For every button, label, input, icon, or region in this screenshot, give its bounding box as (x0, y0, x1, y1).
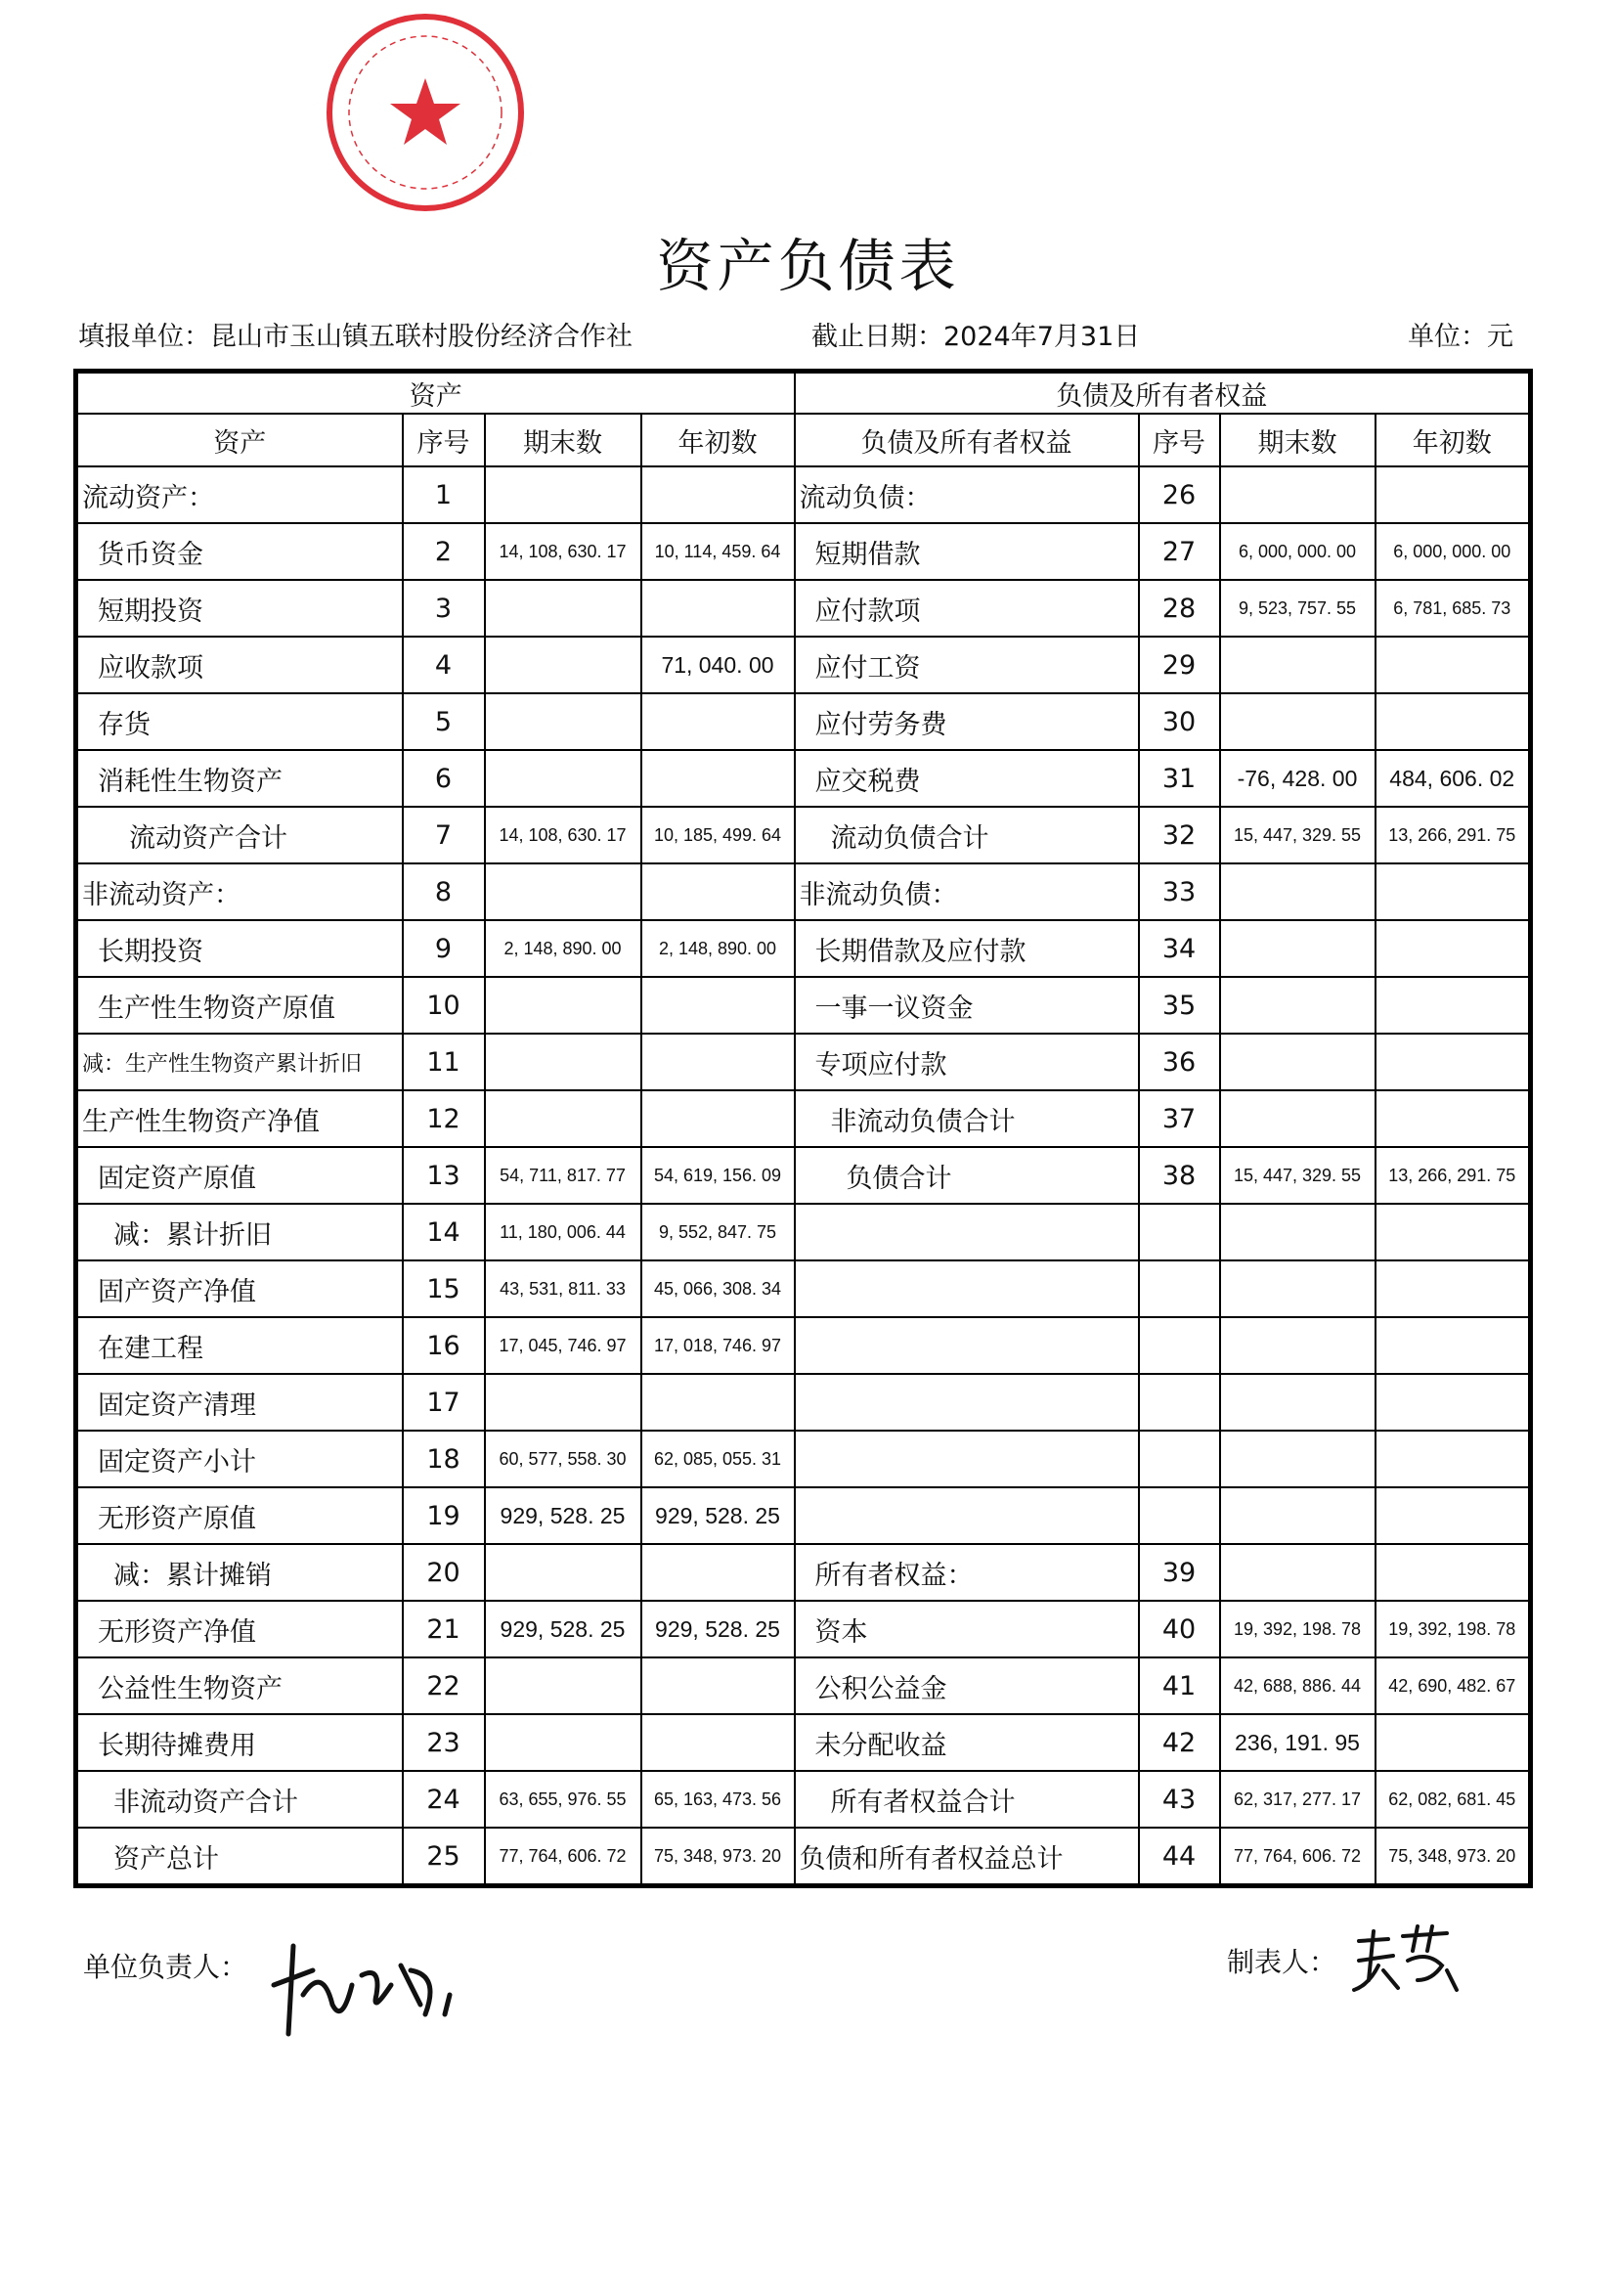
liability-begin-value (1376, 693, 1531, 750)
asset-name: 存货 (76, 693, 403, 750)
liability-end-value: 77, 764, 606. 72 (1220, 1828, 1376, 1886)
asset-end-value (485, 580, 641, 637)
asset-seq: 1 (403, 466, 485, 523)
asset-seq: 16 (403, 1317, 485, 1374)
liability-end-value (1220, 977, 1376, 1034)
liability-end-value (1220, 1544, 1376, 1601)
liability-seq: 28 (1139, 580, 1220, 637)
asset-name: 无形资产原值 (76, 1487, 403, 1544)
liability-name (795, 1431, 1139, 1487)
asset-end-value: 14, 108, 630. 17 (485, 523, 641, 580)
liability-begin-value: 484, 606. 02 (1376, 750, 1531, 807)
preparer-signature (1349, 1921, 1466, 2000)
asset-seq: 5 (403, 693, 485, 750)
asset-begin-value (641, 1544, 795, 1601)
asset-name: 应收款项 (76, 637, 403, 693)
asset-begin-value (641, 1090, 795, 1147)
column-header-seq: 序号 (403, 414, 485, 466)
liability-seq: 30 (1139, 693, 1220, 750)
asset-end-value: 929, 528. 25 (485, 1601, 641, 1657)
asset-begin-value: 2, 148, 890. 00 (641, 920, 795, 977)
table-row (76, 1771, 1531, 1828)
liability-name: 流动负债： (795, 466, 1139, 523)
asset-name: 公益性生物资产 (76, 1657, 403, 1714)
table-row (76, 693, 1531, 750)
asset-end-value (485, 466, 641, 523)
liability-end-value (1220, 1487, 1376, 1544)
asset-seq: 12 (403, 1090, 485, 1147)
reporting-unit: 填报单位：昆山市玉山镇五联村股份经济合作社 (78, 322, 633, 352)
liability-end-value (1220, 863, 1376, 920)
asset-begin-value: 62, 085, 055. 31 (641, 1431, 795, 1487)
asset-seq: 15 (403, 1260, 485, 1317)
asset-seq: 8 (403, 863, 485, 920)
asset-end-value (485, 750, 641, 807)
asset-end-value (485, 863, 641, 920)
asset-end-value (485, 1544, 641, 1601)
asset-name: 资产总计 (76, 1828, 403, 1886)
balance-sheet-table (73, 369, 1533, 1888)
liability-name: 长期借款及应付款 (795, 920, 1139, 977)
table-row (76, 1714, 1531, 1771)
asset-name: 在建工程 (76, 1317, 403, 1374)
asset-begin-value (641, 580, 795, 637)
column-header-asset: 资产 (76, 414, 403, 466)
asset-name: 货币资金 (76, 523, 403, 580)
asset-name: 非流动资产合计 (76, 1771, 403, 1828)
liability-begin-value: 75, 348, 973. 20 (1376, 1828, 1531, 1886)
liability-begin-value (1376, 1090, 1531, 1147)
liability-begin-value (1376, 1034, 1531, 1090)
asset-end-value: 60, 577, 558. 30 (485, 1431, 641, 1487)
asset-begin-value: 75, 348, 973. 20 (641, 1828, 795, 1886)
cutoff-date: 截止日期：2024年7月31日 (811, 322, 1141, 352)
table-row (76, 807, 1531, 863)
liability-end-value: -76, 428. 00 (1220, 750, 1376, 807)
asset-begin-value (641, 750, 795, 807)
asset-seq: 24 (403, 1771, 485, 1828)
asset-name: 流动资产： (76, 466, 403, 523)
liability-begin-value (1376, 977, 1531, 1034)
liability-end-value (1220, 1431, 1376, 1487)
liability-end-value: 19, 392, 198. 78 (1220, 1601, 1376, 1657)
asset-begin-value (641, 466, 795, 523)
asset-begin-value: 54, 619, 156. 09 (641, 1147, 795, 1204)
group-header-liabilities: 负债及所有者权益 (795, 372, 1531, 415)
table-row (76, 580, 1531, 637)
asset-name: 固定资产原值 (76, 1147, 403, 1204)
asset-seq: 6 (403, 750, 485, 807)
asset-begin-value: 71, 040. 00 (641, 637, 795, 693)
liability-name: 负债合计 (795, 1147, 1139, 1204)
asset-end-value: 2, 148, 890. 00 (485, 920, 641, 977)
liability-name: 非流动负债合计 (795, 1090, 1139, 1147)
asset-end-value (485, 1090, 641, 1147)
liability-seq: 36 (1139, 1034, 1220, 1090)
table-row (76, 750, 1531, 807)
liability-name: 公积公益金 (795, 1657, 1139, 1714)
asset-seq: 23 (403, 1714, 485, 1771)
asset-name: 非流动资产： (76, 863, 403, 920)
liability-name: 未分配收益 (795, 1714, 1139, 1771)
table-row (76, 1374, 1531, 1431)
table-row (76, 523, 1531, 580)
liability-seq: 34 (1139, 920, 1220, 977)
table-row (76, 637, 1531, 693)
liability-seq: 43 (1139, 1771, 1220, 1828)
liability-name: 短期借款 (795, 523, 1139, 580)
liability-seq (1139, 1204, 1220, 1260)
liability-seq (1139, 1374, 1220, 1431)
liability-seq: 31 (1139, 750, 1220, 807)
liability-begin-value: 6, 781, 685. 73 (1376, 580, 1531, 637)
liability-begin-value (1376, 1204, 1531, 1260)
liability-name: 应付款项 (795, 580, 1139, 637)
asset-begin-value (641, 1374, 795, 1431)
asset-end-value: 14, 108, 630. 17 (485, 807, 641, 863)
asset-name: 生产性生物资产原值 (76, 977, 403, 1034)
asset-name: 无形资产净值 (76, 1601, 403, 1657)
liability-end-value (1220, 466, 1376, 523)
table-row (76, 1601, 1531, 1657)
liability-seq: 26 (1139, 466, 1220, 523)
asset-end-value: 43, 531, 811. 33 (485, 1260, 641, 1317)
liability-begin-value (1376, 466, 1531, 523)
asset-begin-value: 929, 528. 25 (641, 1487, 795, 1544)
column-header-end-right: 期末数 (1220, 414, 1376, 466)
liability-name: 应交税费 (795, 750, 1139, 807)
asset-name: 减：生产性生物资产累计折旧 (76, 1034, 403, 1090)
liability-seq: 39 (1139, 1544, 1220, 1601)
liability-begin-value (1376, 1714, 1531, 1771)
asset-begin-value: 45, 066, 308. 34 (641, 1260, 795, 1317)
liability-name: 一事一议资金 (795, 977, 1139, 1034)
asset-begin-value: 929, 528. 25 (641, 1601, 795, 1657)
currency-unit: 单位：元 (1408, 322, 1513, 352)
asset-end-value: 11, 180, 006. 44 (485, 1204, 641, 1260)
liability-seq: 42 (1139, 1714, 1220, 1771)
asset-name: 减：累计折旧 (76, 1204, 403, 1260)
table-row (76, 1090, 1531, 1147)
liability-begin-value (1376, 863, 1531, 920)
liability-name: 应付工资 (795, 637, 1139, 693)
liability-begin-value (1376, 1374, 1531, 1431)
asset-begin-value (641, 1657, 795, 1714)
liability-end-value (1220, 1090, 1376, 1147)
asset-begin-value (641, 863, 795, 920)
table-row (76, 1260, 1531, 1317)
asset-begin-value (641, 693, 795, 750)
liability-seq: 44 (1139, 1828, 1220, 1886)
column-header-liability-right: 负债及所有者权益 (795, 414, 1139, 466)
asset-seq: 22 (403, 1657, 485, 1714)
column-header-end: 期末数 (485, 414, 641, 466)
liability-end-value: 9, 523, 757. 55 (1220, 580, 1376, 637)
table-row (76, 1657, 1531, 1714)
liability-end-value (1220, 920, 1376, 977)
asset-name: 短期投资 (76, 580, 403, 637)
asset-end-value (485, 977, 641, 1034)
asset-seq: 7 (403, 807, 485, 863)
liability-seq: 40 (1139, 1601, 1220, 1657)
asset-end-value (485, 1374, 641, 1431)
table-row (76, 1828, 1531, 1886)
asset-seq: 2 (403, 523, 485, 580)
asset-seq: 17 (403, 1374, 485, 1431)
asset-name: 减：累计摊销 (76, 1544, 403, 1601)
asset-end-value: 17, 045, 746. 97 (485, 1317, 641, 1374)
asset-seq: 9 (403, 920, 485, 977)
liability-end-value (1220, 1204, 1376, 1260)
liability-begin-value (1376, 1317, 1531, 1374)
table-row (76, 1147, 1531, 1204)
liability-begin-value: 13, 266, 291. 75 (1376, 807, 1531, 863)
asset-name: 长期待摊费用 (76, 1714, 403, 1771)
liability-end-value: 236, 191. 95 (1220, 1714, 1376, 1771)
liability-seq (1139, 1260, 1220, 1317)
liability-seq: 29 (1139, 637, 1220, 693)
liability-end-value (1220, 1317, 1376, 1374)
liability-begin-value: 19, 392, 198. 78 (1376, 1601, 1531, 1657)
liability-name: 所有者权益： (795, 1544, 1139, 1601)
liability-end-value (1220, 1034, 1376, 1090)
asset-seq: 19 (403, 1487, 485, 1544)
company-seal (323, 10, 528, 215)
asset-end-value (485, 1657, 641, 1714)
liability-seq: 41 (1139, 1657, 1220, 1714)
liability-seq: 38 (1139, 1147, 1220, 1204)
liability-end-value: 6, 000, 000. 00 (1220, 523, 1376, 580)
table-row (76, 1431, 1531, 1487)
liability-name: 资本 (795, 1601, 1139, 1657)
table-row (76, 1204, 1531, 1260)
asset-seq: 11 (403, 1034, 485, 1090)
liability-begin-value (1376, 1487, 1531, 1544)
column-header-begin-right: 年初数 (1376, 414, 1531, 466)
liability-name: 专项应付款 (795, 1034, 1139, 1090)
asset-begin-value: 65, 163, 473. 56 (641, 1771, 795, 1828)
asset-begin-value: 9, 552, 847. 75 (641, 1204, 795, 1260)
liability-seq: 37 (1139, 1090, 1220, 1147)
responsible-person-label: 单位负责人： (83, 1951, 248, 1983)
liability-seq: 35 (1139, 977, 1220, 1034)
page-title: 资产负债表 (656, 233, 960, 299)
liability-name (795, 1204, 1139, 1260)
liability-name (795, 1487, 1139, 1544)
liability-end-value: 15, 447, 329. 55 (1220, 1147, 1376, 1204)
liability-begin-value: 62, 082, 681. 45 (1376, 1771, 1531, 1828)
asset-name: 长期投资 (76, 920, 403, 977)
asset-name: 固定资产小计 (76, 1431, 403, 1487)
liability-name (795, 1260, 1139, 1317)
liability-seq: 27 (1139, 523, 1220, 580)
asset-name: 流动资产合计 (76, 807, 403, 863)
table-row (76, 1487, 1531, 1544)
asset-seq: 10 (403, 977, 485, 1034)
liability-seq (1139, 1317, 1220, 1374)
liability-end-value: 15, 447, 329. 55 (1220, 807, 1376, 863)
liability-begin-value: 42, 690, 482. 67 (1376, 1657, 1531, 1714)
asset-end-value (485, 1714, 641, 1771)
liability-begin-value (1376, 920, 1531, 977)
asset-end-value: 54, 711, 817. 77 (485, 1147, 641, 1204)
liability-name (795, 1374, 1139, 1431)
table-row (76, 1317, 1531, 1374)
liability-name: 非流动负债： (795, 863, 1139, 920)
asset-end-value (485, 637, 641, 693)
table-row (76, 1544, 1531, 1601)
responsible-signature (254, 1926, 479, 2053)
liability-end-value: 62, 317, 277. 17 (1220, 1771, 1376, 1828)
asset-seq: 25 (403, 1828, 485, 1886)
asset-seq: 3 (403, 580, 485, 637)
liability-end-value (1220, 637, 1376, 693)
asset-name: 固产资产净值 (76, 1260, 403, 1317)
liability-end-value (1220, 1374, 1376, 1431)
column-header-seq-right: 序号 (1139, 414, 1220, 466)
liability-begin-value: 6, 000, 000. 00 (1376, 523, 1531, 580)
asset-seq: 21 (403, 1601, 485, 1657)
liability-begin-value (1376, 1260, 1531, 1317)
liability-end-value (1220, 693, 1376, 750)
column-header-begin: 年初数 (641, 414, 795, 466)
liability-name: 负债和所有者权益总计 (795, 1828, 1139, 1886)
table-row (76, 1034, 1531, 1090)
liability-seq (1139, 1431, 1220, 1487)
liability-end-value (1220, 1260, 1376, 1317)
liability-name: 流动负债合计 (795, 807, 1139, 863)
liability-name: 所有者权益合计 (795, 1771, 1139, 1828)
asset-name: 固定资产清理 (76, 1374, 403, 1431)
liability-seq: 32 (1139, 807, 1220, 863)
table-row (76, 920, 1531, 977)
asset-begin-value: 17, 018, 746. 97 (641, 1317, 795, 1374)
asset-name: 消耗性生物资产 (76, 750, 403, 807)
liability-begin-value (1376, 637, 1531, 693)
asset-end-value (485, 1034, 641, 1090)
liability-seq (1139, 1487, 1220, 1544)
asset-end-value (485, 693, 641, 750)
table-row (76, 466, 1531, 523)
asset-seq: 13 (403, 1147, 485, 1204)
asset-begin-value (641, 977, 795, 1034)
asset-seq: 20 (403, 1544, 485, 1601)
preparer-label: 制表人： (1227, 1946, 1337, 1978)
liability-end-value: 42, 688, 886. 44 (1220, 1657, 1376, 1714)
asset-begin-value: 10, 114, 459. 64 (641, 523, 795, 580)
liability-begin-value (1376, 1431, 1531, 1487)
asset-seq: 18 (403, 1431, 485, 1487)
asset-begin-value (641, 1714, 795, 1771)
liability-seq: 33 (1139, 863, 1220, 920)
asset-end-value: 63, 655, 976. 55 (485, 1771, 641, 1828)
asset-end-value: 77, 764, 606. 72 (485, 1828, 641, 1886)
table-row (76, 977, 1531, 1034)
liability-name: 应付劳务费 (795, 693, 1139, 750)
asset-seq: 4 (403, 637, 485, 693)
asset-begin-value: 10, 185, 499. 64 (641, 807, 795, 863)
table-row (76, 863, 1531, 920)
asset-seq: 14 (403, 1204, 485, 1260)
asset-begin-value (641, 1034, 795, 1090)
group-header-assets: 资产 (76, 372, 795, 415)
liability-begin-value (1376, 1544, 1531, 1601)
liability-begin-value: 13, 266, 291. 75 (1376, 1147, 1531, 1204)
asset-name: 生产性生物资产净值 (76, 1090, 403, 1147)
liability-name (795, 1317, 1139, 1374)
asset-end-value: 929, 528. 25 (485, 1487, 641, 1544)
